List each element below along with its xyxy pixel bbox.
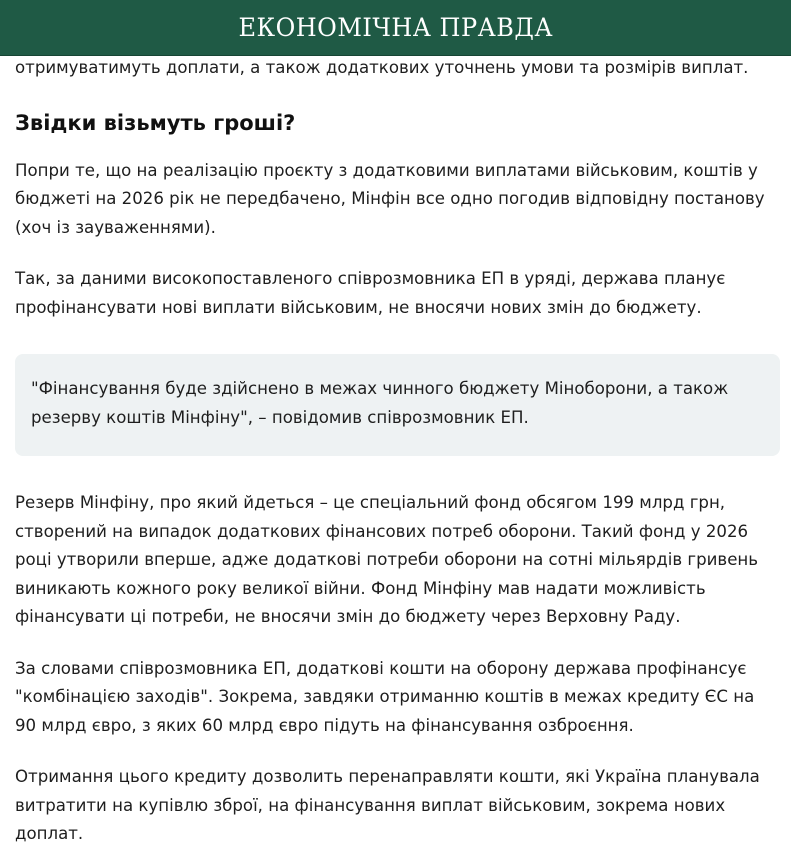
article-paragraph: Резерв Мінфіну, про який йдеться – це спеціальний фонд обсягом 199 млрд грн, створений на випадок додаткових фінансових потреб оборони. Такий фонд у 2026 році утворили вперше, адже додаткові потреби оборони на сотні мільярдів гривень виникають кожного року великої війни. Фонд Мінфіну мав надати можливість фінансувати ці потреби, не вносячи змін до бюджету через Верховну Раду.: [15, 493, 759, 626]
article-paragraph: За словами співрозмовника ЕП, додаткові кошти на оборону держава профінансує "комбінацією заходів". Зокрема, завдяки отриманню коштів в межах кредиту ЄС на 90 млрд євро, з яких 60 млрд євро підуть на фінансування озброєння.: [15, 658, 755, 735]
site-header: [0, 0, 791, 56]
article-body: [15, 54, 780, 847]
article-paragraph-intro-tail: отримуватимуть доплати, а також додаткових уточнень умови та розмірів виплат.: [15, 58, 749, 77]
article-paragraph: Отримання цього кредиту дозволить перенаправляти кошти, які Україна планувала витратити на купівлю зброї, на фінансування виплат військовим, зокрема нових доплат.: [15, 767, 760, 843]
article-paragraph: Так, за даними високопоставленого співрозмовника ЕП в уряді, держава планує профінансувати нові виплати військовим, не вносячи нових змін до бюджету.: [15, 269, 726, 317]
section-heading: Звідки візьмуть гроші?: [15, 110, 296, 135]
site-logo[interactable]: ЕКОНОМІЧНА ПРАВДА: [238, 13, 553, 42]
article-paragraph: Попри те, що на реалізацію проєкту з додатковими виплатами військовим, коштів у бюджеті на 2026 рік не передбачено, Мінфін все одно погодив відповідну постанову (хоч із зауваженнями).: [15, 160, 765, 237]
quote-block: "Фінансування буде здійснено в межах чинного бюджету Міноборони, а також резерву коштів Мінфіну", – повідомив співрозмовник ЕП.: [15, 354, 780, 456]
